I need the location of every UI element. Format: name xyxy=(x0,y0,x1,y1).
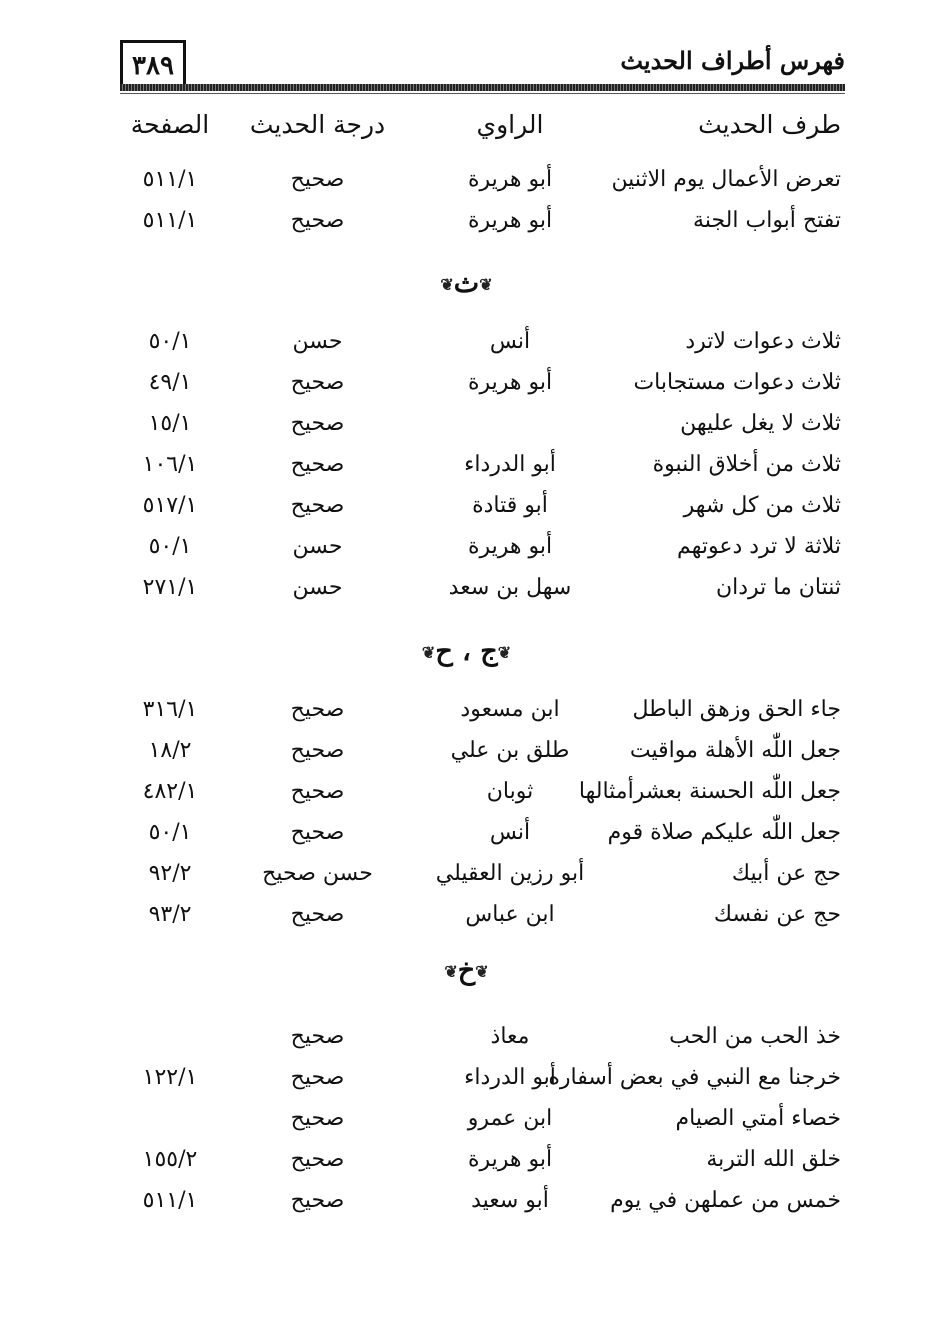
hadith-text: جعل اللّٰه الأهلة مواقيت xyxy=(629,738,841,763)
narrator: معاذ xyxy=(490,1024,530,1049)
hadith-text: خرجنا مع النبي في بعض أسفاره xyxy=(548,1065,841,1090)
hadith-text: ثلاث من كل شهر xyxy=(683,493,841,518)
index-row xyxy=(0,575,933,609)
hadith-text: جاء الحق وزهق الباطل xyxy=(632,697,841,722)
narrator: أبو هريرة xyxy=(467,1147,553,1172)
ornament-icon: ❦ xyxy=(444,962,458,981)
narrator: أنس xyxy=(489,820,531,845)
grade: صحيح xyxy=(290,779,345,804)
grade: صحيح xyxy=(290,1188,345,1213)
grade: صحيح xyxy=(290,167,345,192)
grade: صحيح xyxy=(290,1106,345,1131)
index-row xyxy=(0,493,933,527)
ornament-icon: ❦ xyxy=(479,275,493,294)
hadith-text: ثلاث دعوات لاترد xyxy=(685,329,841,354)
index-row xyxy=(0,779,933,813)
column-header-page: الصفحة xyxy=(130,110,210,139)
header-rule xyxy=(120,84,845,91)
hadith-text: ثلاث دعوات مستجابات xyxy=(633,370,841,395)
grade: صحيح xyxy=(290,452,345,477)
page-ref: ٩٢/٢ xyxy=(148,861,192,886)
narrator: ابن مسعود xyxy=(460,697,560,722)
grade: صحيح xyxy=(290,493,345,518)
narrator: أبو هريرة xyxy=(467,208,553,233)
page-ref: ٥١١/١ xyxy=(142,1188,198,1213)
hadith-text: ثلاث لا يغل عليهن xyxy=(680,411,841,436)
page-ref: ١٥٥/٢ xyxy=(142,1147,198,1172)
index-row xyxy=(0,452,933,486)
ornament-icon: ❦ xyxy=(421,643,436,662)
grade: صحيح xyxy=(290,411,345,436)
grade: حسن xyxy=(292,534,343,559)
hadith-text: جعل اللّٰه الحسنة بعشرأمثالها xyxy=(578,779,841,804)
grade: صحيح xyxy=(290,697,345,722)
index-row xyxy=(0,861,933,895)
index-row xyxy=(0,411,933,445)
hadith-text: حج عن نفسك xyxy=(713,902,841,927)
hadith-text: جعل اللّٰه عليكم صلاة قوم xyxy=(607,820,841,845)
page-ref: ٤٩/١ xyxy=(148,370,192,395)
index-row xyxy=(0,370,933,404)
grade: صحيح xyxy=(290,208,345,233)
column-header-daraja: درجة الحديث xyxy=(249,110,386,139)
hadith-text: خمس من عملهن في يوم xyxy=(610,1188,841,1213)
index-row xyxy=(0,1147,933,1181)
narrator: أبو هريرة xyxy=(467,534,553,559)
grade: حسن xyxy=(292,575,343,600)
narrator: أبو الدرداء xyxy=(464,1065,556,1090)
narrator: أنس xyxy=(489,329,531,354)
index-row xyxy=(0,902,933,936)
grade: صحيح xyxy=(290,820,345,845)
narrator: ابن عمرو xyxy=(467,1106,553,1131)
page-ref: ٥٠/١ xyxy=(148,329,192,354)
section-heading xyxy=(0,955,933,986)
section-letter: ج ، ح xyxy=(435,636,498,667)
index-row xyxy=(0,697,933,731)
hadith-text: تعرض الأعمال يوم الاثنين xyxy=(611,167,841,192)
hadith-text: خلق الله التربة xyxy=(706,1147,841,1172)
page-number: ٣٨٩ xyxy=(120,40,186,84)
page-ref: ٥٠/١ xyxy=(148,820,192,845)
column-header-tarf: طرف الحديث xyxy=(698,110,841,139)
grade: صحيح xyxy=(290,738,345,763)
narrator: طلق بن علي xyxy=(450,738,570,763)
index-row xyxy=(0,1024,933,1058)
page-ref: ١٠٦/١ xyxy=(142,452,198,477)
page-ref: ٥١١/١ xyxy=(142,167,198,192)
hadith-text: تفتح أبواب الجنة xyxy=(693,208,841,233)
index-row xyxy=(0,1188,933,1222)
section-heading xyxy=(0,268,933,299)
page-ref: ٢٧١/١ xyxy=(142,575,198,600)
grade: صحيح xyxy=(290,1024,345,1049)
narrator: ابن عباس xyxy=(465,902,555,927)
page-ref: ٥١١/١ xyxy=(142,208,198,233)
grade: صحيح xyxy=(290,1065,345,1090)
index-row xyxy=(0,1106,933,1140)
hadith-text: ثلاثة لا ترد دعوتهم xyxy=(677,534,841,559)
index-row xyxy=(0,329,933,363)
page-ref: ١٨/٢ xyxy=(148,738,192,763)
index-row xyxy=(0,167,933,201)
hadith-text: ثلاث من أخلاق النبوة xyxy=(652,452,841,477)
book-title: فهرس أطراف الحديث xyxy=(620,46,845,75)
index-row xyxy=(0,820,933,854)
grade: صحيح xyxy=(290,1147,345,1172)
hadith-text: ثنتان ما تردان xyxy=(715,575,841,600)
page-ref: ١٥/١ xyxy=(148,411,192,436)
page-ref: ١٢٢/١ xyxy=(142,1065,198,1090)
column-header-rawi: الراوي xyxy=(476,110,544,139)
page-ref: ٣١٦/١ xyxy=(142,697,198,722)
page-ref: ٩٣/٢ xyxy=(148,902,192,927)
narrator: أبو هريرة xyxy=(467,370,553,395)
section-heading xyxy=(0,636,933,667)
page-ref: ٥٠/١ xyxy=(148,534,192,559)
narrator: أبو قتادة xyxy=(472,493,548,518)
section-letter: خ xyxy=(457,955,476,986)
narrator: أبو سعيد xyxy=(471,1188,549,1213)
page-header xyxy=(120,40,845,96)
index-row xyxy=(0,208,933,242)
ornament-icon: ❦ xyxy=(497,643,512,662)
ornament-icon: ❦ xyxy=(440,275,454,294)
grade: صحيح xyxy=(290,370,345,395)
narrator: سهل بن سعد xyxy=(448,575,572,600)
hadith-text: حج عن أبيك xyxy=(731,861,841,886)
narrator: أبو رزين العقيلي xyxy=(435,861,585,886)
ornament-icon: ❦ xyxy=(475,962,489,981)
index-row xyxy=(0,1065,933,1099)
narrator: ثوبان xyxy=(486,779,534,804)
narrator: أبو الدرداء xyxy=(464,452,556,477)
grade: صحيح xyxy=(290,902,345,927)
page-ref: ٥١٧/١ xyxy=(142,493,198,518)
index-row xyxy=(0,738,933,772)
section-letter: ث xyxy=(453,268,480,299)
header-rule-thin xyxy=(120,93,845,94)
grade: حسن xyxy=(292,329,343,354)
narrator: أبو هريرة xyxy=(467,167,553,192)
hadith-text: خذ الحب من الحب xyxy=(669,1024,841,1049)
hadith-text: خصاء أمتي الصيام xyxy=(675,1106,841,1131)
page-ref: ٤٨٢/١ xyxy=(142,779,198,804)
grade: حسن صحيح xyxy=(262,861,373,886)
index-row xyxy=(0,534,933,568)
